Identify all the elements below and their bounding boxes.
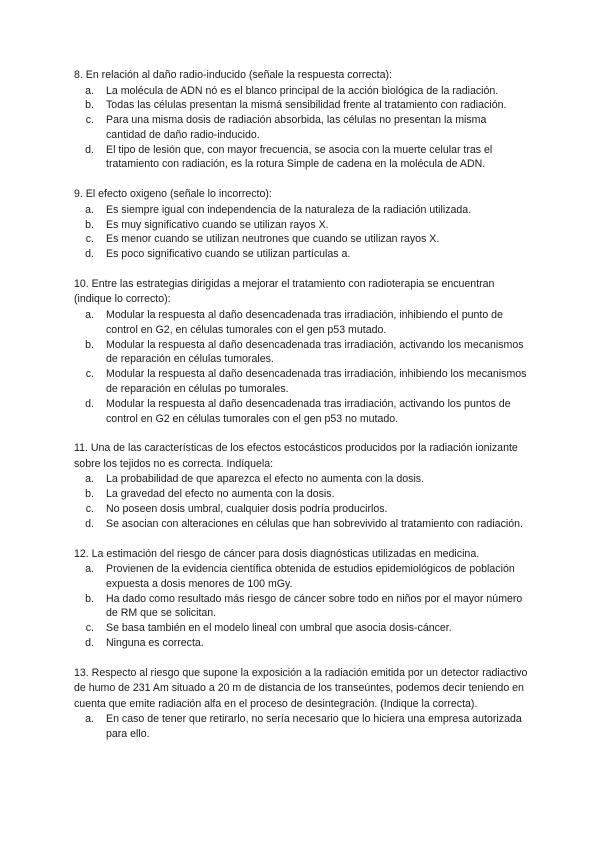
option-letter: d. [85,397,94,410]
option-letter: a. [85,308,94,321]
option-text: La probabilidad de que aparezca el efecto no aumenta con la dosis. [106,473,425,486]
option-letter: d. [85,248,94,261]
option-text: En caso de tener que retirarlo, no sería necesario que lo hiciera una empresa autorizada para ello. [106,713,522,741]
option-text: Modular la respuesta al daño desencadenada tras irradiación, activando los mecanismos de reparación en células tumorales. [106,338,524,366]
option-text: Todas las células presentan la mismá sensibilidad frente al tratamiento con radiación. [106,99,507,112]
option-item [74,143,528,173]
option-text: Es muy significativo cuando se utilizan rayos X. [106,218,329,231]
question-10 [74,277,528,426]
question-12 [74,547,528,651]
option-item [74,113,528,143]
option-text: Es siempre igual con independencia de la naturaleza de la radiación utilizada. [106,203,472,216]
option-item [74,247,528,262]
option-text: Ha dado como resultado más riesgo de cáncer sobre todo en niños por el mayor número de RM que se solicitan. [106,592,523,620]
option-item [74,621,528,636]
question-8 [74,68,528,172]
question-stem: 8. En relación al daño radio-inducido (señale la respuesta correcta): [74,69,392,81]
question-stem: 12. La estimación del riesgo de cáncer para dosis diagnósticas utilizadas en medicina. [74,547,480,560]
option-item [74,636,528,651]
option-text: No poseen dosis umbral, cualquier dosis podría producirlos. [106,502,388,515]
options-list [74,308,528,426]
option-text: La molécula de ADN nó es el blanco principal de la acción biológica de la radiación. [106,84,499,97]
option-text: Se basa también en el modelo lineal con umbral que asocia dosis-cáncer. [106,622,452,635]
option-text: Modular la respuesta al daño desencadenada tras irradiación, activando los puntos de control en G2 en células tumorales con el gen p53 no mutado. [106,397,511,425]
option-letter: c. [85,622,94,635]
question-stem: 10. Entre las estrategias dirigidas a mejorar el tratamiento con radioterapia se encuentran (indique lo correcto): [74,277,495,306]
option-item [74,712,528,742]
option-item [74,232,528,247]
option-letter: b. [85,592,94,605]
question-11 [74,441,528,531]
option-item [74,517,528,532]
option-text: Modular la respuesta al daño desencadenada tras irradiación, inhibiendo el punto de control en G2, en células tumorales con el gen p53 mutado. [106,308,503,336]
option-letter: a. [85,563,94,576]
option-text: Para una misma dosis de radiación absorbida, las células no presentan la misma cantidad de daño radio-inducido. [106,114,487,141]
options-list [74,472,528,531]
question-stem: 11. Una de las características de los efectos estocásticos producidos por la radiación ionizante sobre los tejidos no es correcta. Indíquela: [74,442,518,470]
option-letter: a. [85,473,94,486]
option-letter: c. [85,502,94,515]
option-letter: b. [85,488,94,501]
option-letter: c. [85,233,94,246]
option-item [74,218,528,233]
options-list [74,203,528,262]
question-stem: 9. El efecto oxigeno (señale lo incorrecto): [74,188,272,201]
option-letter: a. [85,713,94,726]
question-13 [74,666,528,742]
option-letter: b. [85,338,94,351]
option-text: Modular la respuesta al daño desencadenada tras irradiación, inhibiendo los mecanismos de reparación en células po tumorales. [106,368,527,395]
option-item [74,592,528,622]
option-text: Es poco significativo cuando se utilizan partículas a. [106,248,351,261]
option-item [74,397,528,427]
option-item [74,487,528,502]
option-item [74,98,528,113]
option-item [74,338,528,368]
option-item [74,502,528,517]
option-item [74,308,528,338]
option-text: Provienen de la evidencia científica obtenida de estudios epidemiológicos de población expuesta a dosis menores de 100 mGy. [106,563,515,590]
option-text: Se asocian con alteraciones en células que han sobrevivido al tratamiento con radiación. [106,517,523,530]
option-text: La gravedad del efecto no aumenta con la dosis. [106,488,335,501]
option-text: El tipo de lesión que, con mayor frecuencia, se asocia con la muerte celular tras el tratamiento con radiación, es la rotura Simple de cadena en la molécula de ADN. [106,143,493,171]
option-item [74,367,528,397]
options-list [74,562,528,651]
options-list [74,712,528,742]
option-letter: d. [85,517,94,530]
option-letter: d. [85,637,94,650]
option-text: Es menor cuando se utilizan neutrones que cuando se utilizan rayos X. [106,233,440,246]
option-item [74,84,528,99]
option-letter: b. [85,99,94,112]
option-letter: a. [85,203,94,216]
option-letter: b. [85,218,94,231]
option-item [74,562,528,592]
question-stem: 13. Respecto al riesgo que supone la exposición a la radiación emitida por un detector radiactivo de humo de 231 Am situado a 20 m de distancia de los transeúntes, podemos decir teniendo en cuenta que emite radiación alfa en el proceso de desintegración. (Indique la correcta). [74,666,528,710]
option-letter: c. [85,368,94,381]
options-list [74,84,528,173]
option-text: Ninguna es correcta. [106,637,204,650]
option-letter: d. [85,143,94,156]
option-letter: c. [85,114,94,127]
option-item [74,203,528,218]
option-item [74,472,528,487]
question-9 [74,187,528,262]
option-letter: a. [85,84,94,97]
